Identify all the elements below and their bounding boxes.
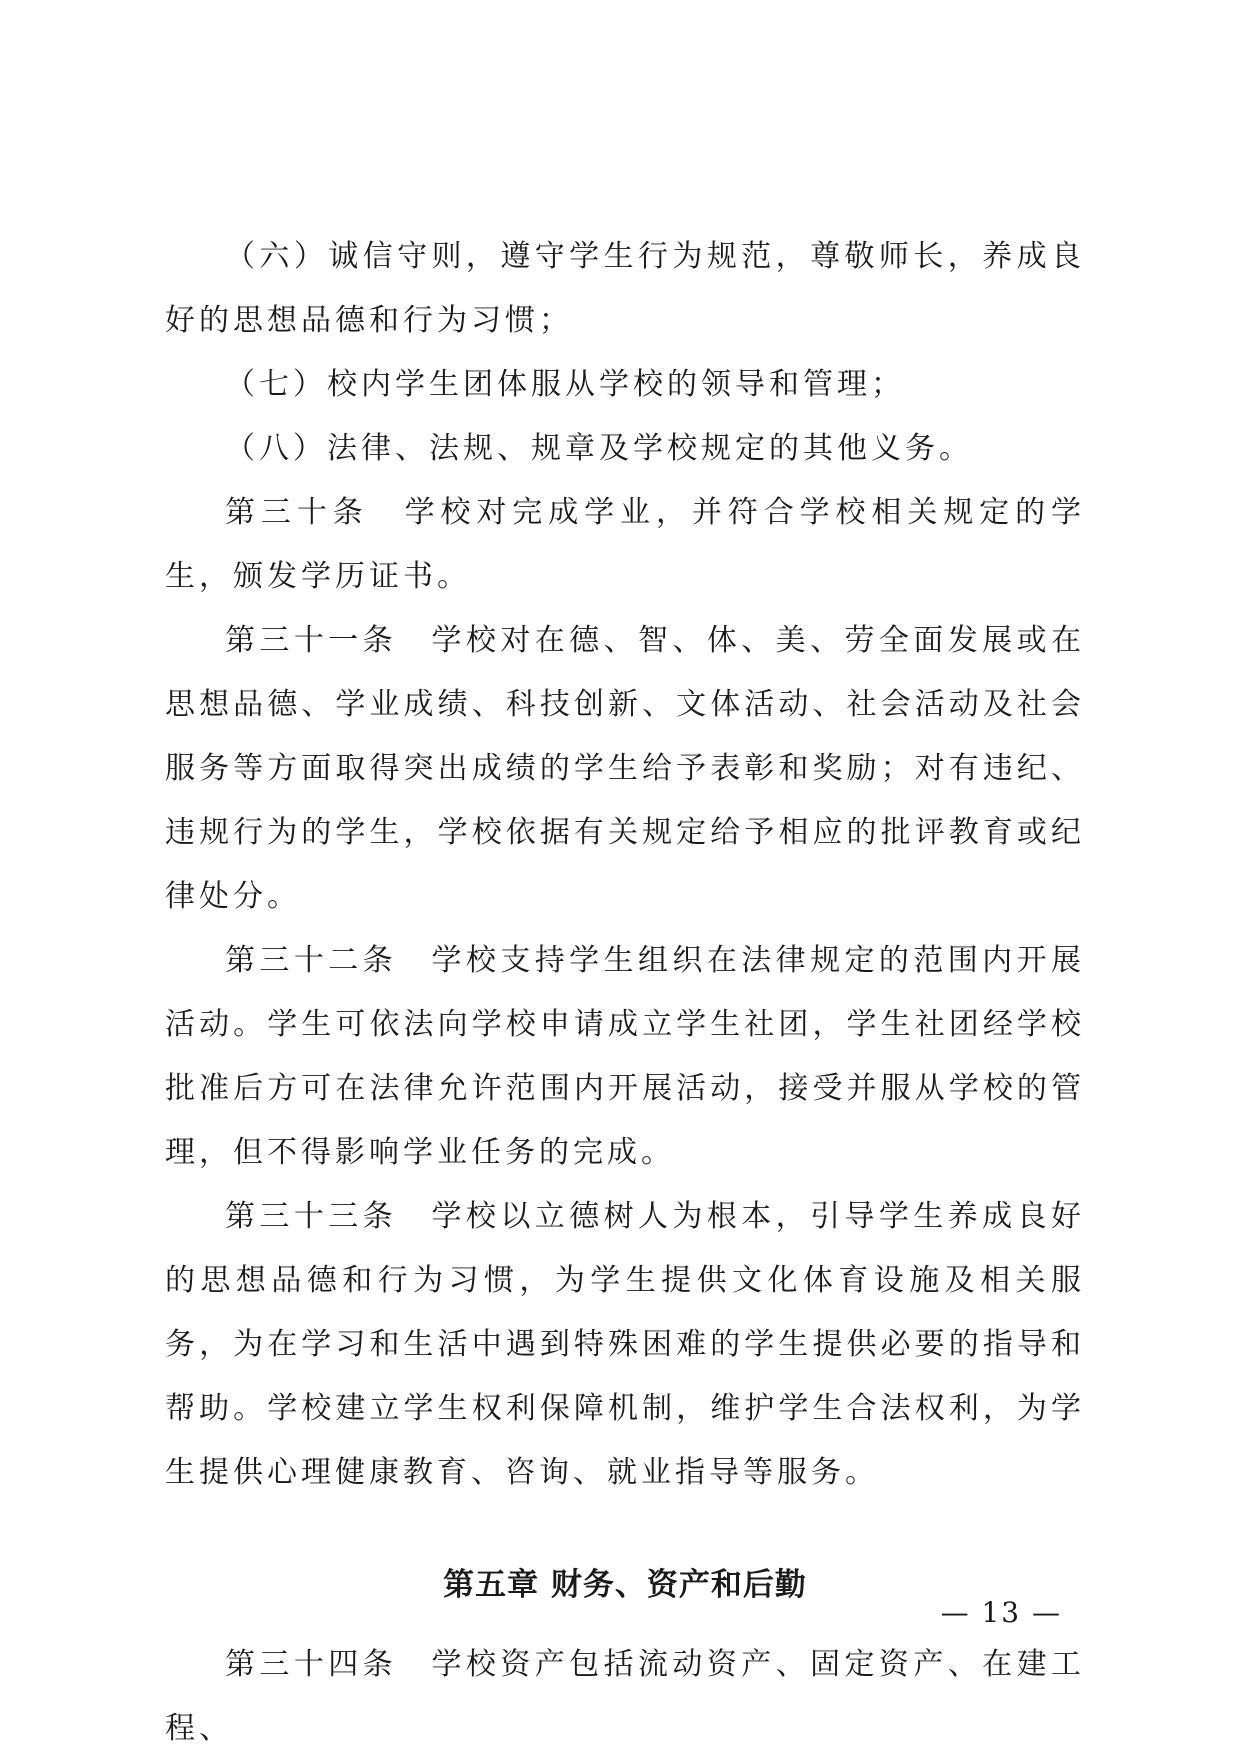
paragraph-article-30: 第三十条 学校对完成学业，并符合学校相关规定的学生，颁发学历证书。 <box>165 495 1085 594</box>
paragraph-article-34: 第三十四条 学校资产包括流动资产、固定资产、在建工程、 <box>165 1647 1085 1746</box>
paragraph-item-6: （六）诚信守则，遵守学生行为规范，尊敬师长，养成良好的思想品德和行为习惯； <box>165 239 1085 338</box>
page-number: — 13 — <box>940 1596 1062 1629</box>
chapter-heading: 第五章 财务、资产和后勤 <box>443 1567 807 1603</box>
paragraph-article-32: 第三十二条 学校支持学生组织在法律规定的范围内开展活动。学生可依法向学校申请成立学生社团，学生社团经学校批准后方可在法律允许范围内开展活动，接受并服从学校的管理，但不得影响学业任务的完成。 <box>165 943 1085 1170</box>
paragraph-article-31: 第三十一条 学校对在德、智、体、美、劳全面发展或在思想品德、学业成绩、科技创新、文体活动、社会活动及社会服务等方面取得突出成绩的学生给予表彰和奖励；对有违纪、违规行为的学生，学校依据有关规定给予相应的批评教育或纪律处分。 <box>165 623 1085 914</box>
paragraph-item-8: （八）法律、法规、规章及学校规定的其他义务。 <box>225 431 973 466</box>
paragraph-article-33: 第三十三条 学校以立德树人为根本，引导学生养成良好的思想品德和行为习惯，为学生提供文化体育设施及相关服务，为在学习和生活中遇到特殊困难的学生提供必要的指导和帮助。学校建立学生权利保障机制，维护学生合法权利，为学生提供心理健康教育、咨询、就业指导等服务。 <box>165 1199 1085 1490</box>
body-text <box>165 225 1085 1761</box>
paragraph-item-7: （七）校内学生团体服从学校的领导和管理； <box>225 367 905 402</box>
